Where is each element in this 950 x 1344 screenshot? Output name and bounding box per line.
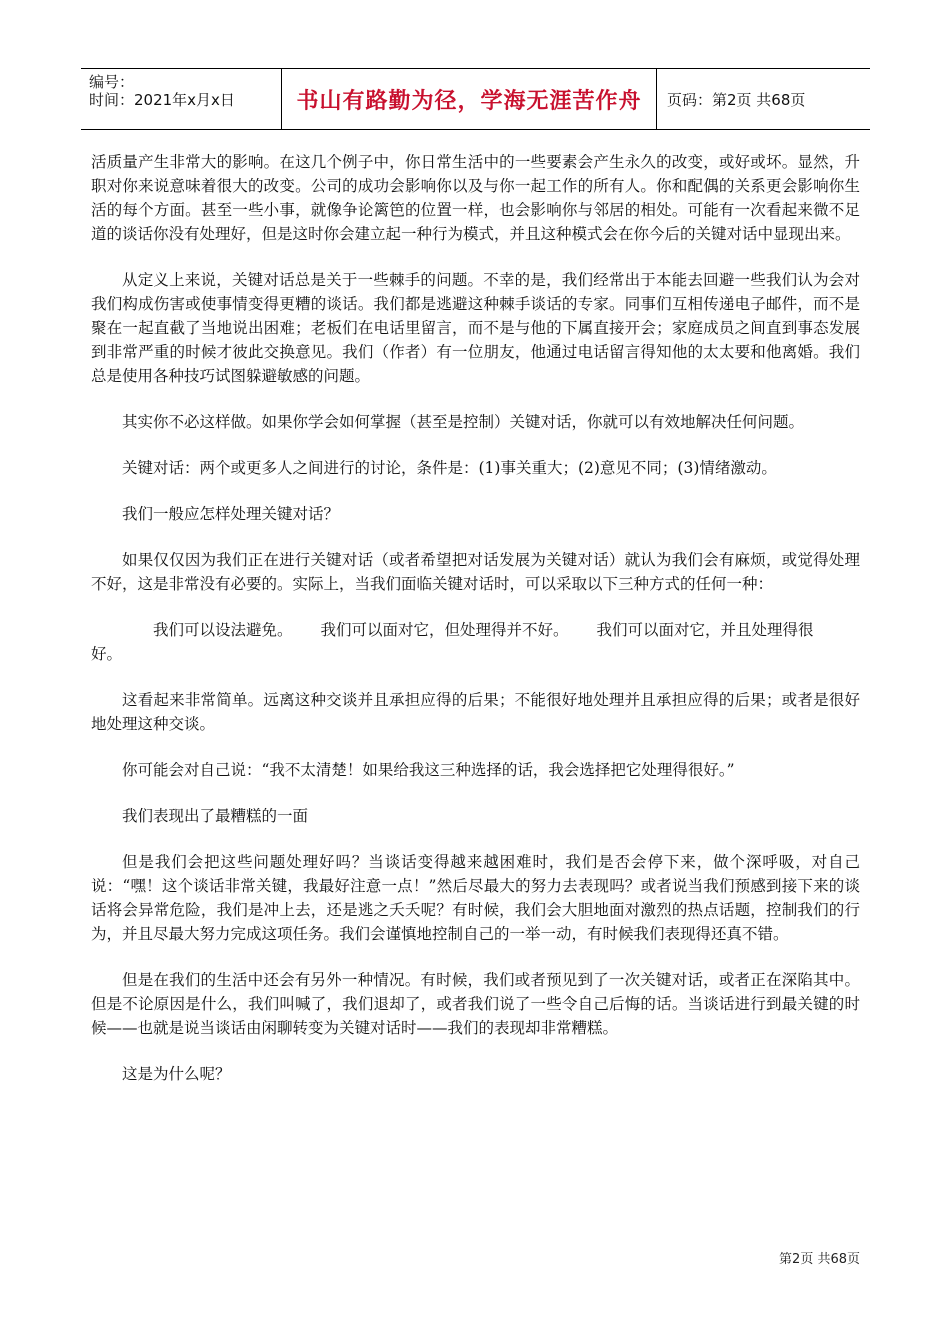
- paragraph: 从定义上来说，关键对话总是关于一些棘手的问题。不幸的是，我们经常出于本能去回避一些我们认为会对我们构成伤害或使事情变得更糟的谈话。我们都是逃避这种棘手谈话的专家。同事们互相传递电子邮件，而不是聚在一起直截了当地说出困难；老板们在电话里留言，而不是与他的下属直接开会；家庭成员之间直到事态发展到非常严重的时候才彼此交换意见。我们（作者）有一位朋友，他通过电话留言得知他的太太要和他离婚。我们总是使用各种技巧试图躲避敏感的问题。: [91, 271, 860, 385]
- header-info: [81, 69, 281, 129]
- document-time-label: 时间：2021年x月x日: [89, 91, 235, 109]
- page-header: [81, 68, 870, 130]
- option-item: 我们可以设法避免。: [153, 621, 293, 639]
- paragraph: 但是在我们的生活中还会有另外一种情况。有时候，我们或者预见到了一次关键对话，或者正在深陷其中。但是不论原因是什么，我们叫喊了，我们退却了，或者我们说了一些令自己后悔的话。当谈话进行到最关键的时候——也就是说当谈话由闲聊转变为关键对话时——我们的表现却非常糟糕。: [91, 971, 860, 1037]
- document-number-label: 编号：: [89, 73, 135, 91]
- option-item: 我们可以面对它，并且处理得很好。: [91, 621, 814, 663]
- section-question: 我们一般应怎样处理关键对话？: [122, 505, 340, 523]
- section-heading: 我们表现出了最糟糕的一面: [122, 807, 309, 825]
- options-list: [91, 618, 860, 666]
- closing-question: 这是为什么呢？: [122, 1065, 231, 1083]
- paragraph: 这看起来非常简单。远离这种交谈并且承担应得的后果；不能很好地处理并且承担应得的后果；或者是很好地处理这种交谈。: [91, 691, 860, 733]
- paragraph: 活质量产生非常大的影响。在这几个例子中，你日常生活中的一些要素会产生永久的改变，或好或坏。显然，升职对你来说意味着很大的改变。公司的成功会影响你以及与你一起工作的所有人。你和配偶的关系更会影响你生活的每个方面。甚至一些小事，就像争论篱笆的位置一样，也会影响你与邻居的相处。可能有一次看起来微不足道的谈话你没有处理好，但是这时你会建立起一种行为模式，并且这种模式会在你今后的关键对话中显现出来。: [91, 153, 860, 243]
- paragraph: 其实你不必这样做。如果你学会如何掌握（甚至是控制）关键对话，你就可以有效地解决任何问题。: [122, 413, 805, 431]
- definition-paragraph: 关键对话：两个或更多人之间进行的讨论，条件是：(1)事关重大；(2)意见不同；(3)情绪激动。: [122, 459, 777, 477]
- quote-paragraph: 你可能会对自己说：“我不太清楚！如果给我这三种选择的话，我会选择把它处理得很好。”: [122, 761, 735, 779]
- paragraph: 但是我们会把这些问题处理好吗？当谈话变得越来越困难时，我们是否会停下来，做个深呼吸，对自己说：“嘿！这个谈话非常关键，我最好注意一点！”然后尽最大的努力去表现吗？或者说当我们预感到接下来的谈话将会异常危险，我们是冲上去，还是逃之夭夭呢？有时候，我们会大胆地面对激烈的热点话题，控制我们的行为，并且尽最大努力完成这项任务。我们会谨慎地控制自己的一举一动，有时候我们表现得还真不错。: [91, 853, 860, 943]
- header-motto: 书山有路勤为径，学海无涯苦作舟: [281, 69, 657, 129]
- paragraph: 如果仅仅因为我们正在进行关键对话（或者希望把对话发展为关键对话）就认为我们会有麻烦，或觉得处理不好，这是非常没有必要的。实际上，当我们面临关键对话时，可以采取以下三种方式的任何一种：: [91, 551, 860, 593]
- option-item: 我们可以面对它，但处理得并不好。: [320, 621, 569, 639]
- document-body: [91, 150, 860, 1108]
- header-page-label: 页码：第2页 共68页: [667, 90, 806, 109]
- page-footer: 第2页 共68页: [779, 1252, 860, 1267]
